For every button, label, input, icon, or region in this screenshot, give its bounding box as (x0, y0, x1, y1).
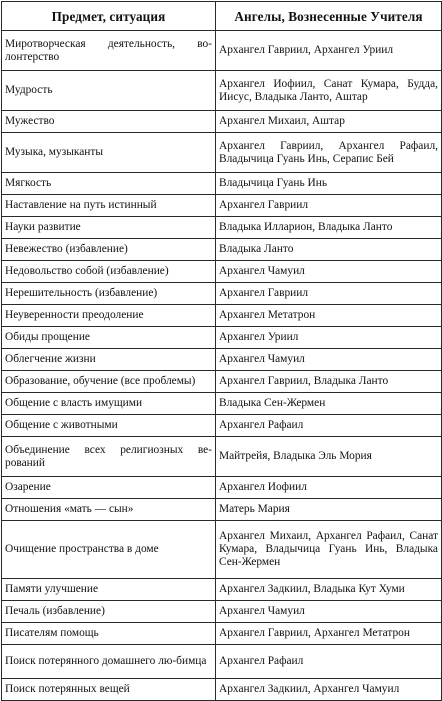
subject-cell: Науки развитие (2, 217, 216, 239)
subject-cell: Обиды прощение (2, 327, 216, 349)
helpers-cell: Архангел Гавриил, Владыка Ланто (216, 371, 442, 393)
helpers-cell: Владычица Гуань Инь (216, 173, 442, 195)
table-row (2, 217, 442, 239)
helpers-cell: Архангел Гавриил, Архангел Уриил (216, 31, 442, 71)
helpers-cell: Архангел Иофиил, Санат Кумара, Будда, Иисус, Владыка Ланто, Аштар (216, 71, 442, 111)
helpers-cell: Архангел Рафаил (216, 645, 442, 679)
table-row (2, 415, 442, 437)
table-row (2, 133, 442, 173)
helpers-cell: Архангел Задкиил, Архангел Чамуил (216, 679, 442, 701)
subject-cell: Недовольство собой (избавление) (2, 261, 216, 283)
helpers-cell: Архангел Задкиил, Владыка Кут Хуми (216, 579, 442, 601)
table-row (2, 437, 442, 477)
table-row (2, 195, 442, 217)
table-row (2, 111, 442, 133)
table-row (2, 579, 442, 601)
helpers-cell: Архангел Рафаил (216, 415, 442, 437)
subject-cell: Наставление на путь истинный (2, 195, 216, 217)
table-row (2, 31, 442, 71)
helpers-cell: Архангел Чамуил (216, 349, 442, 371)
helpers-cell: Архангел Михаил, Архангел Рафаил, Санат Кумара, Владычица Гуань Инь, Владыка Сен-Жермен (216, 521, 442, 579)
subject-cell: Образование, обучение (все проблемы) (2, 371, 216, 393)
table-row (2, 71, 442, 111)
helpers-cell: Архангел Иофиил (216, 477, 442, 499)
subject-cell: Нерешительность (избавление) (2, 283, 216, 305)
helpers-cell: Владыка Сен-Жермен (216, 393, 442, 415)
table-header-row (2, 2, 442, 31)
table-row (2, 499, 442, 521)
helpers-cell: Архангел Михаил, Аштар (216, 111, 442, 133)
table-body (2, 31, 442, 701)
table-row (2, 601, 442, 623)
helpers-cell: Архангел Гавриил (216, 283, 442, 305)
table-row (2, 173, 442, 195)
subject-cell: Облегчение жизни (2, 349, 216, 371)
subject-cell: Отношения «мать — сын» (2, 499, 216, 521)
table-row (2, 305, 442, 327)
table-row (2, 371, 442, 393)
helpers-cell: Архангел Чамуил (216, 601, 442, 623)
subject-cell: Невежество (избавление) (2, 239, 216, 261)
subject-cell: Поиск потерянного домашнего лю-бимца (2, 645, 216, 679)
helpers-cell: Владыка Ланто (216, 239, 442, 261)
helpers-cell: Архангел Метатрон (216, 305, 442, 327)
subject-cell: Поиск потерянных вещей (2, 679, 216, 701)
subject-cell: Мужество (2, 111, 216, 133)
helpers-cell: Архангел Уриил (216, 327, 442, 349)
table-row (2, 327, 442, 349)
subject-cell: Писателям помощь (2, 623, 216, 645)
subject-cell: Памяти улучшение (2, 579, 216, 601)
subject-cell: Печаль (избавление) (2, 601, 216, 623)
helpers-cell: Матерь Мария (216, 499, 442, 521)
table-row (2, 349, 442, 371)
table-row (2, 261, 442, 283)
table-row (2, 283, 442, 305)
column-header-helpers: Ангелы, Вознесенные Учителя (216, 2, 442, 31)
helpers-cell: Архангел Гавриил, Архангел Метатрон (216, 623, 442, 645)
table-row (2, 645, 442, 679)
subject-cell: Озарение (2, 477, 216, 499)
subject-cell: Общение с власть имущими (2, 393, 216, 415)
column-header-subject: Предмет, ситуация (2, 2, 216, 31)
table-row (2, 477, 442, 499)
reference-table (1, 1, 442, 701)
helpers-cell: Владыка Илларион, Владыка Ланто (216, 217, 442, 239)
helpers-cell: Архангел Гавриил (216, 195, 442, 217)
table-row (2, 239, 442, 261)
subject-cell: Музыка, музыканты (2, 133, 216, 173)
subject-cell: Объединение всех религиозных ве-рований (2, 437, 216, 477)
subject-cell: Миротворческая деятельность, во-лонтерство (2, 31, 216, 71)
table-row (2, 521, 442, 579)
subject-cell: Мягкость (2, 173, 216, 195)
table-row (2, 623, 442, 645)
helpers-cell: Архангел Гавриил, Архангел Рафаил, Владычица Гуань Инь, Серапис Бей (216, 133, 442, 173)
helpers-cell: Майтрейя, Владыка Эль Мория (216, 437, 442, 477)
subject-cell: Очищение пространства в доме (2, 521, 216, 579)
subject-cell: Неуверенности преодоление (2, 305, 216, 327)
table-row (2, 393, 442, 415)
subject-cell: Мудрость (2, 71, 216, 111)
helpers-cell: Архангел Чамуил (216, 261, 442, 283)
subject-cell: Общение с животными (2, 415, 216, 437)
table-row (2, 679, 442, 701)
